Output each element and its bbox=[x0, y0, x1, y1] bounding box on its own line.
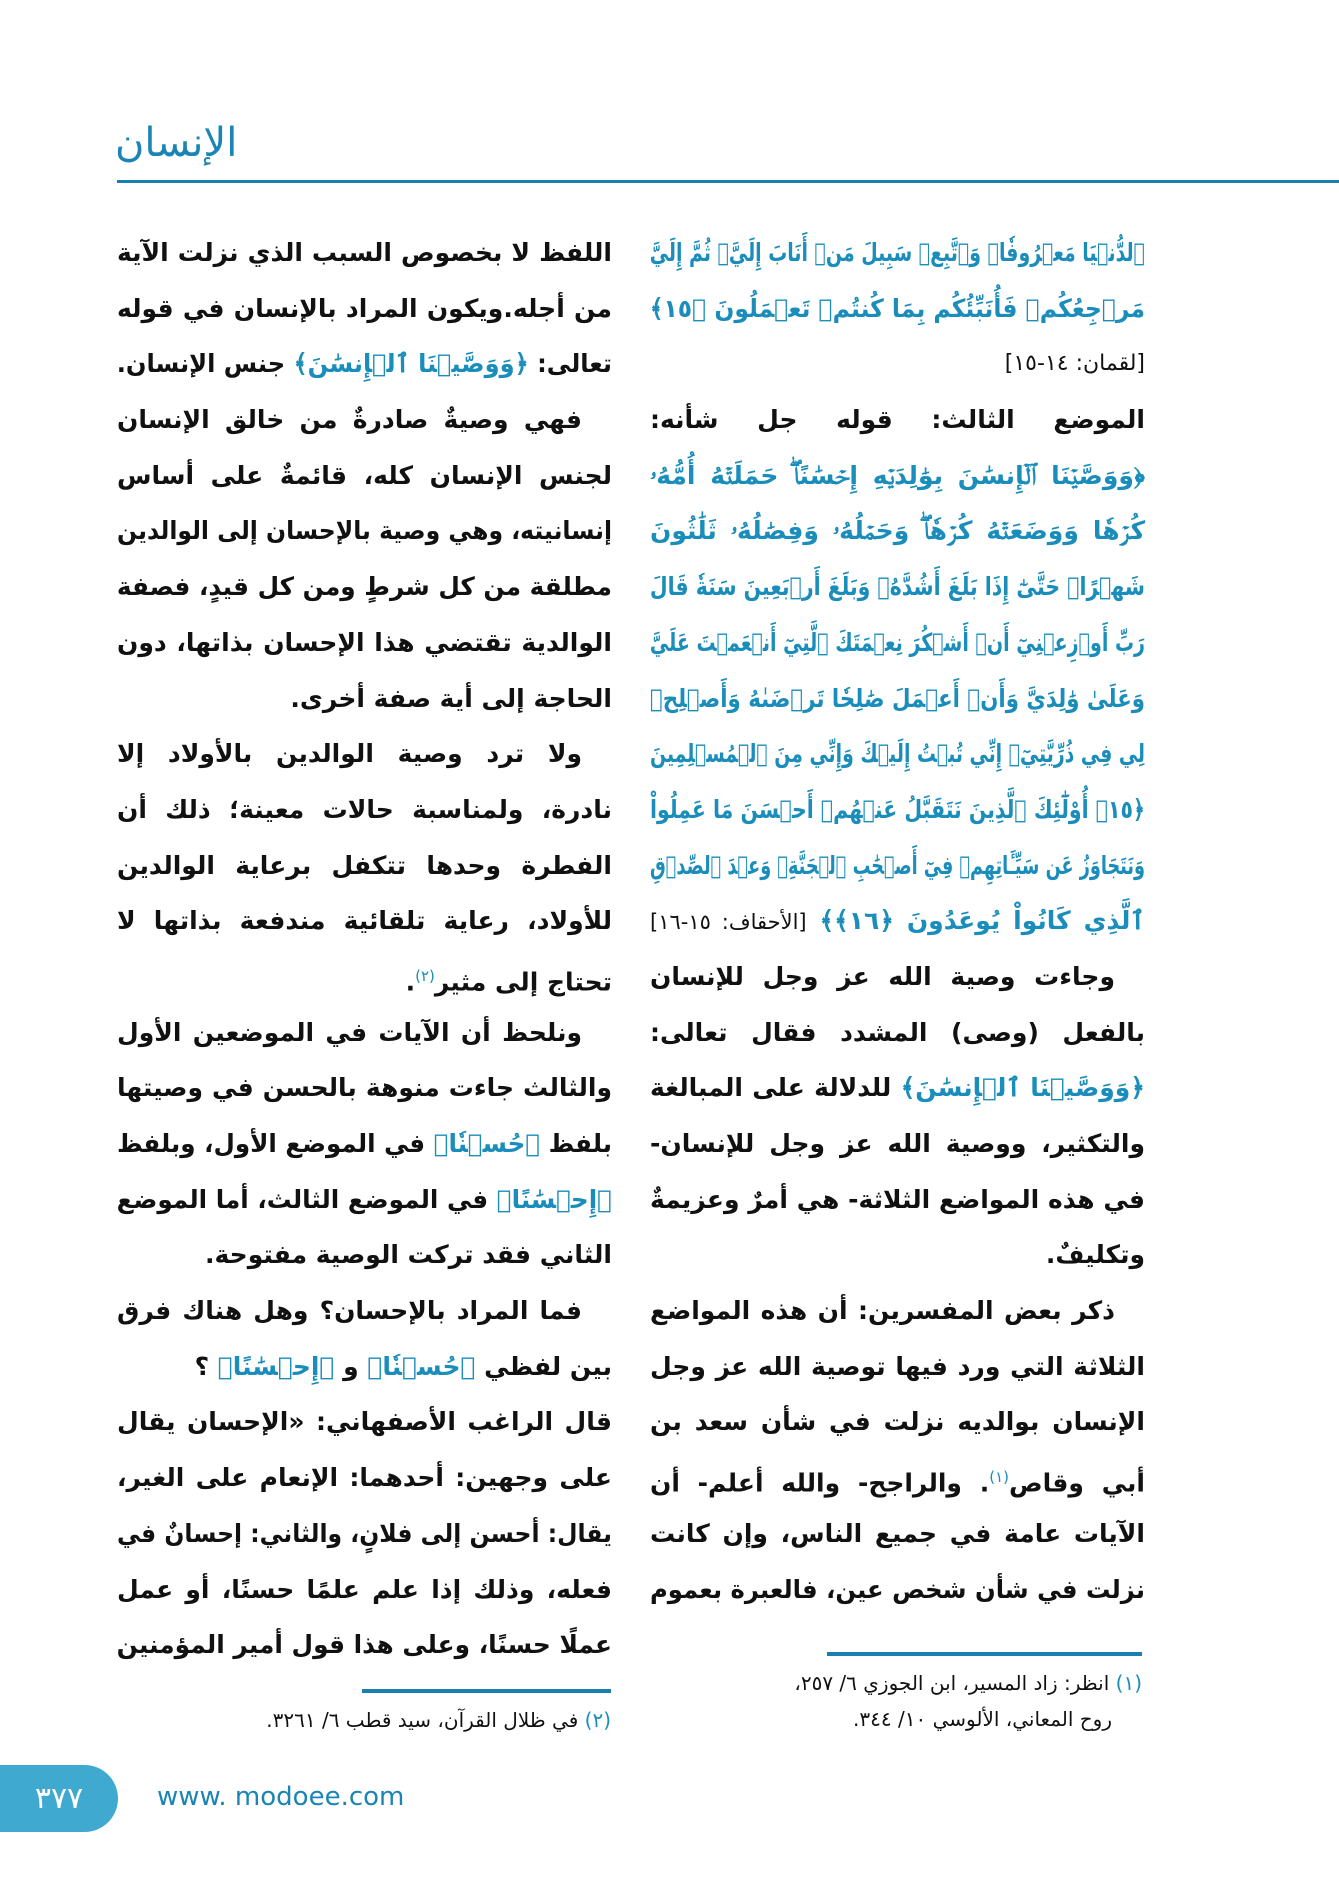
text: تعالى: bbox=[528, 349, 612, 379]
text: . bbox=[405, 967, 416, 997]
text: مطلقة من كل شرطٍ ومن كل قيدٍ، فصفة bbox=[116, 572, 612, 602]
text: بلفظ bbox=[540, 1129, 612, 1158]
text: عملًا حسنًا، وعلى هذا قول أمير المؤمنين bbox=[116, 1630, 612, 1660]
text-line bbox=[117, 1506, 612, 1562]
text: الحاجة إلى أية صفة أخرى. bbox=[290, 683, 612, 713]
text-line bbox=[650, 1005, 1145, 1061]
footnote-ref[interactable]: (١) bbox=[989, 1468, 1010, 1487]
text-line bbox=[650, 782, 1145, 838]
text-line bbox=[650, 503, 1145, 559]
text: [لقمان: ١٤-١٥] bbox=[1004, 351, 1145, 377]
text-line bbox=[650, 1339, 1145, 1395]
text: ونلحظ أن الآيات في الموضعين الأول bbox=[117, 1017, 582, 1047]
text-line bbox=[117, 559, 612, 615]
text-line bbox=[117, 503, 612, 559]
text: ؟ bbox=[194, 1351, 210, 1381]
quran-verse: ﴿حُسۡنٗا﴾ bbox=[433, 1129, 541, 1158]
footnote-text: روح المعاني، الألوسي ١٠/ ٣٤٤. bbox=[853, 1707, 1112, 1731]
text: والتكثير، ووصية الله عز وجل للإنسان- bbox=[650, 1129, 1145, 1158]
website-link[interactable]: www. modoee.com bbox=[157, 1782, 405, 1812]
text-line bbox=[117, 671, 612, 727]
text: إنسانيته، وهي وصية بالإحسان إلى الوالدين bbox=[117, 516, 612, 546]
text: بالفعل (وصى) المشدد فقال تعالى: bbox=[650, 1017, 1145, 1047]
quran-verse: ﴿وَوَصَّيۡنَا ٱلۡإِنسَٰنَ﴾ bbox=[293, 349, 529, 379]
text: فهي وصيةٌ صادرةٌ من خالق الإنسان bbox=[117, 405, 582, 435]
quran-verse: مَرۡجِعُكُمۡ فَأُنَبِّئُكُم بِمَا كُنتُمۡ تَعۡمَلُونَ ﴿١٥﴾ bbox=[649, 293, 1145, 323]
footnote-text: انظر: زاد المسير، ابن الجوزي ٦/ ٢٥٧، bbox=[794, 1671, 1110, 1695]
text: و bbox=[334, 1351, 359, 1381]
quran-verse: ٱلَّذِي كَانُواْ يُوعَدُونَ ﴿١٦﴾﴾ bbox=[819, 906, 1145, 936]
text: في الموضع الثالث، أما الموضع bbox=[116, 1184, 489, 1214]
text: وجاءت وصية الله عز وجل للإنسان bbox=[650, 961, 1115, 991]
text-line bbox=[117, 838, 612, 894]
quran-verse: ﴿إِحۡسَٰنًا﴾ bbox=[217, 1351, 335, 1381]
text: والثالث جاءت منوهة بالحسن في وصيتها bbox=[117, 1073, 612, 1103]
text-line bbox=[117, 1562, 612, 1618]
text: . والراجح- والله أعلم- أن bbox=[650, 1468, 990, 1498]
text-line bbox=[117, 1172, 612, 1228]
text-line bbox=[117, 448, 612, 504]
text-line bbox=[117, 1116, 612, 1172]
text: نزلت في شأن شخص عين، فالعبرة بعموم bbox=[650, 1574, 1145, 1604]
quran-verse: ﴿وَوَصَّيۡنَا ٱلۡإِنسَٰنَ بِوَٰلِدَيۡهِ إِحۡسَٰنًاۖ حَمَلَتۡهُ أُمُّهُۥ bbox=[650, 460, 1145, 490]
text: للأولاد، رعاية تلقائية مندفعة بذاتها لا bbox=[117, 906, 612, 936]
text-line bbox=[117, 1005, 612, 1061]
text-line bbox=[650, 671, 1145, 727]
quran-verse: رَبِّ أَوۡزِعۡنِيٓ أَنۡ أَشۡكُرَ نِعۡمَتَكَ ٱلَّتِيٓ أَنۡعَمۡتَ عَلَيَّ bbox=[649, 627, 1145, 657]
text: نادرة، ولمناسبة حالات معينة؛ ذلك أن bbox=[117, 794, 612, 824]
text-line bbox=[117, 949, 612, 1005]
quran-verse: ﴿وَوَصَّيۡنَا ٱلۡإِنسَٰنَ﴾ bbox=[900, 1073, 1145, 1103]
text-line bbox=[117, 1617, 612, 1673]
text: لجنس الإنسان كله، قائمةٌ على أساس bbox=[117, 460, 612, 490]
text-line bbox=[650, 1283, 1145, 1339]
footnote-number: (٢) bbox=[584, 1708, 611, 1732]
text: اللفظ لا بخصوص السبب الذي نزلت الآية bbox=[117, 238, 612, 267]
text-line bbox=[117, 225, 612, 281]
text-line bbox=[117, 392, 612, 448]
text-line bbox=[117, 782, 612, 838]
text-line bbox=[650, 392, 1145, 448]
left-column bbox=[117, 225, 612, 1673]
quran-verse: وَعَلَىٰ وَٰلِدَيَّ وَأَنۡ أَعۡمَلَ صَٰلِحٗا تَرۡضَىٰهُ وَأَصۡلِحۡ bbox=[650, 683, 1145, 713]
text-line bbox=[650, 225, 1145, 281]
quran-verse: كُرۡهٗا وَوَضَعَتۡهُ كُرۡهٗاۖ وَحَمۡلُهُۥ وَفِصَٰلُهُۥ ثَلَٰثُونَ bbox=[650, 516, 1145, 546]
text: الإنسان بوالديه نزلت في شأن سعد بن bbox=[650, 1407, 1145, 1437]
footnote-divider-right bbox=[827, 1652, 1142, 1656]
text-line bbox=[117, 1227, 612, 1283]
text: الآيات عامة في جميع الناس، وإن كانت bbox=[650, 1518, 1145, 1548]
text-line bbox=[117, 1060, 612, 1116]
footnote-ref[interactable]: (٢) bbox=[415, 966, 435, 985]
text: تحتاج إلى مثير bbox=[434, 967, 612, 997]
quran-verse: شَهۡرًاۚ حَتَّىٰٓ إِذَا بَلَغَ أَشُدَّهُۥ وَبَلَغَ أَرۡبَعِينَ سَنَةٗ قَالَ bbox=[649, 572, 1145, 602]
quran-verse: لِي فِي ذُرِّيَّتِيٓۖ إِنِّي تُبۡتُ إِلَيۡكَ وَإِنِّي مِنَ ٱلۡمُسۡلِمِينَ bbox=[650, 739, 1145, 769]
text-line bbox=[650, 893, 1145, 949]
text-line bbox=[117, 336, 612, 392]
text: بين لفظي bbox=[475, 1351, 612, 1381]
text-line bbox=[650, 726, 1145, 782]
header-divider bbox=[117, 180, 1339, 183]
text-line bbox=[117, 726, 612, 782]
right-column bbox=[650, 225, 1145, 1617]
text-line bbox=[650, 1227, 1145, 1283]
chapter-title: الإنسان bbox=[115, 120, 238, 166]
text-line bbox=[650, 448, 1145, 504]
text-line bbox=[117, 281, 612, 337]
text-line bbox=[650, 949, 1145, 1005]
text-line bbox=[650, 1394, 1145, 1450]
text: قال الراغب الأصفهاني: «الإحسان يقال bbox=[117, 1407, 612, 1437]
text-line bbox=[117, 893, 612, 949]
text-line bbox=[650, 1506, 1145, 1562]
quran-verse: وَنَتَجَاوَزُ عَن سَيِّـَٔاتِهِمۡ فِيٓ أَصۡحَٰبِ ٱلۡجَنَّةِۖ وَعۡدَ ٱلصِّدۡقِ bbox=[650, 850, 1145, 880]
text: الوالدية تقتضي هذا الإحسان بذاتها، دون bbox=[117, 627, 612, 657]
text: الموضع الثالث: قوله جل شأنه: bbox=[650, 405, 1145, 435]
text-line bbox=[650, 1172, 1145, 1228]
text: يقال: أحسن إلى فلانٍ، والثاني: إحسانٌ في bbox=[117, 1518, 612, 1548]
text-line bbox=[117, 1394, 612, 1450]
text: في هذه المواضع الثلاثة- هي أمرٌ وعزيمةٌ bbox=[650, 1184, 1145, 1214]
text: الثاني فقد تركت الوصية مفتوحة. bbox=[205, 1240, 612, 1270]
text-line bbox=[650, 1450, 1145, 1506]
footnote-2 bbox=[266, 1702, 611, 1738]
quran-verse: ﴿١٥﴾ أُوْلَٰٓئِكَ ٱلَّذِينَ نَتَقَبَّلُ عَنۡهُمۡ أَحۡسَنَ مَا عَمِلُواْ bbox=[650, 794, 1145, 824]
text: فعله، وذلك إذا علم علمًا حسنًا، أو عمل bbox=[117, 1574, 612, 1604]
text-line bbox=[650, 1562, 1145, 1618]
text-line bbox=[650, 615, 1145, 671]
text-line bbox=[650, 1116, 1145, 1172]
text: فما المراد بالإحسان؟ وهل هناك فرق bbox=[117, 1296, 582, 1326]
text: للدلالة على المبالغة bbox=[650, 1073, 892, 1103]
quran-verse: ﴿إِحۡسَٰنًا﴾ bbox=[496, 1184, 612, 1214]
text: الفطرة وحدها تتكفل برعاية الوالدين bbox=[117, 850, 612, 880]
text: وتكليفٌ. bbox=[1045, 1240, 1145, 1270]
text-line bbox=[117, 1450, 612, 1506]
text: أبي وقاص bbox=[1009, 1468, 1145, 1498]
text-line bbox=[117, 1339, 612, 1395]
text: جنس الإنسان. bbox=[116, 349, 286, 379]
text: الثلاثة التي ورد فيها توصية الله عز وجل bbox=[650, 1351, 1145, 1381]
text-line bbox=[650, 281, 1145, 337]
page-number: ٣٧٧ bbox=[0, 1765, 118, 1832]
text-line bbox=[650, 1060, 1145, 1116]
footnote-text: في ظلال القرآن، سيد قطب ٦/ ٣٢٦١. bbox=[266, 1708, 579, 1732]
text-line bbox=[117, 1283, 612, 1339]
footnote-1 bbox=[794, 1665, 1142, 1737]
quran-verse: ٱلدُّنۡيَا مَعۡرُوفٗاۖ وَٱتَّبِعۡ سَبِيلَ مَنۡ أَنَابَ إِلَيَّۚ ثُمَّ إِلَيَّ bbox=[649, 238, 1145, 267]
quran-verse: ﴿حُسۡنٗا﴾ bbox=[367, 1351, 476, 1381]
text: على وجهين: أحدهما: الإنعام على الغير، bbox=[117, 1463, 612, 1493]
footnote-number: (١) bbox=[1115, 1671, 1142, 1695]
text-line bbox=[650, 559, 1145, 615]
text-line bbox=[650, 838, 1145, 894]
text: من أجله.ويكون المراد بالإنسان في قوله bbox=[117, 293, 612, 323]
text: في الموضع الأول، وبلفظ bbox=[116, 1129, 426, 1158]
text: ولا ترد وصية الوالدين بالأولاد إلا bbox=[117, 739, 582, 769]
verse-reference: [الأحقاف: ١٥-١٦] bbox=[650, 910, 807, 935]
text: ذكر بعض المفسرين: أن هذه المواضع bbox=[650, 1296, 1115, 1326]
text-line bbox=[650, 336, 1145, 392]
text-line bbox=[117, 615, 612, 671]
footnote-divider-left bbox=[362, 1689, 611, 1693]
